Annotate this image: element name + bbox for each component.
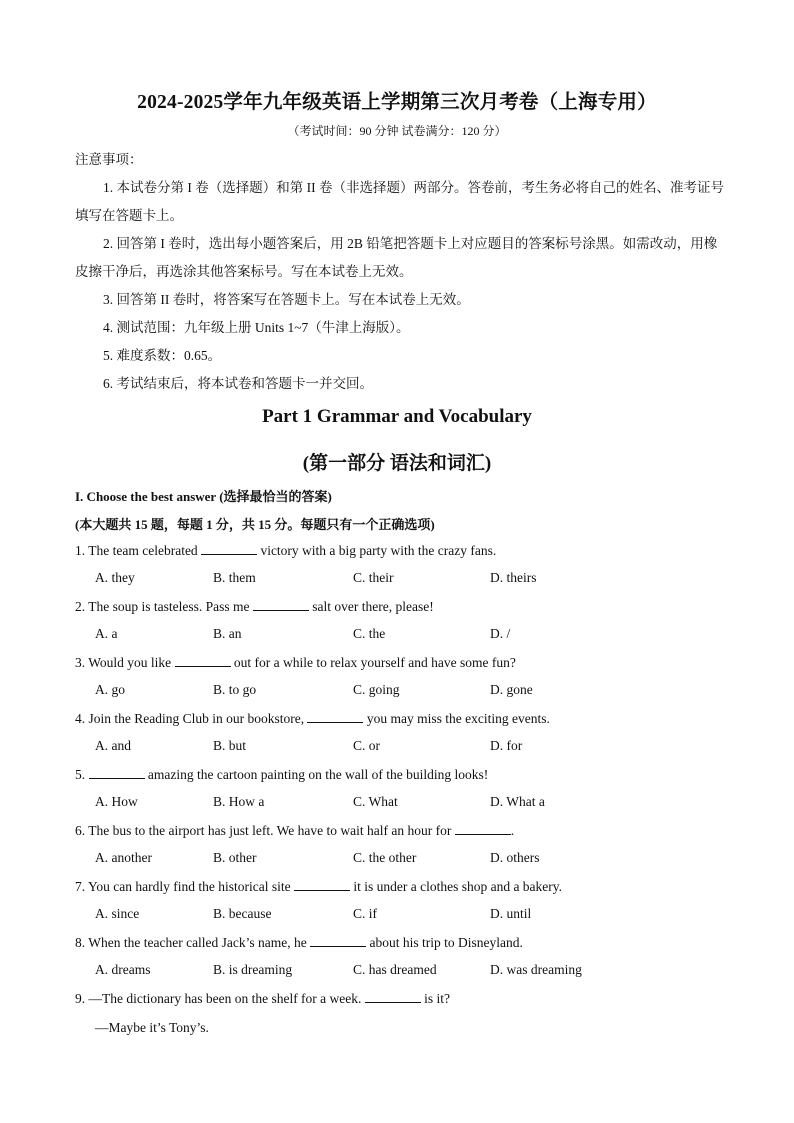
question-text: is it? [420,991,451,1006]
answer-blank [175,654,231,667]
question-stem [75,542,496,559]
answer-option: C. What [353,794,398,809]
part-subtitle: (第一部分 语法和词汇) [302,453,492,474]
answer-option: A. How [95,794,138,809]
question-stem [75,934,523,951]
answer-option: C. if [353,906,378,921]
answer-option: A. since [95,906,140,921]
answer-option: B. other [213,850,257,865]
question-text: 1. The team celebrated [75,543,202,558]
question-text: 3. Would you like [75,655,175,670]
note-item: 2. 回答第 I 卷时，选出每小题答案后，用 2B 铅笔把答题卡上对应题目的答案标号涂黑。如需改动，用橡皮擦干净后，再选涂其他答案标号。写在本试卷上无效。 [75,236,718,279]
note-item: 6. 考试结束后，将本试卷和答题卡一并交回。 [103,376,373,391]
answer-blank [294,878,350,891]
answer-option: C. the [353,626,386,641]
answer-option: C. going [353,682,400,697]
question-text: victory with a big party with the crazy fans. [257,543,497,558]
question-stem [75,654,516,671]
answer-option: A. dreams [95,962,151,977]
answer-option: B. How a [213,794,265,809]
answer-option: C. the other [353,850,417,865]
answer-option: B. an [213,626,242,641]
answer-option: C. has dreamed [353,962,437,977]
answer-option: D. / [490,626,511,641]
question-stem [75,990,450,1007]
answer-blank [365,990,421,1003]
note-item: 3. 回答第 II 卷时，将答案写在答题卡上。写在本试卷上无效。 [103,292,470,307]
question-text: . [510,823,515,838]
question-text: 8. When the teacher called Jack’s name, he [75,935,311,950]
question-text: you may miss the exciting events. [363,711,550,726]
question-stem [75,710,550,727]
answer-blank [89,766,145,779]
question-text: 5. [75,767,89,782]
answer-option: B. because [213,906,272,921]
question-text: 4. Join the Reading Club in our bookstore, [75,711,308,726]
answer-option: D. was dreaming [490,962,582,977]
question-stem [75,766,488,783]
answer-option: B. to go [213,682,257,697]
question-stem [75,878,562,895]
answer-blank [201,542,257,555]
answer-option: B. them [213,570,256,585]
exam-info: （考试时间：90 分钟 试卷满分：120 分） [287,124,507,138]
answer-option: A. they [95,570,135,585]
notes-heading: 注意事项： [75,152,143,167]
answer-option: C. their [353,570,394,585]
answer-option: B. is dreaming [213,962,293,977]
answer-option: D. until [490,906,532,921]
answer-option: D. What a [490,794,545,809]
answer-blank [253,598,309,611]
question-text: out for a while to relax yourself and have some fun? [230,655,516,670]
question-text: 2. The soup is tasteless. Pass me [75,599,253,614]
note-item: 4. 测试范围：九年级上册 Units 1~7（牛津上海版）。 [103,320,410,335]
question-text: it is under a clothes shop and a bakery. [349,879,563,894]
question-text: 7. You can hardly find the historical site [75,879,294,894]
note-item: 1. 本试卷分第 I 卷（选择题）和第 II 卷（非选择题）两部分。答卷前，考生务必将自己的姓名、准考证号填写在答题卡上。 [75,180,724,223]
question-text: amazing the cartoon painting on the wall of the building looks! [144,767,489,782]
q9-reply: —Maybe it’s Tony’s. [95,1020,209,1035]
question-text: about his trip to Disneyland. [366,935,523,950]
question-text: 6. The bus to the airport has just left. We have to wait half an hour for [75,823,455,838]
answer-option: A. and [95,738,131,753]
answer-option: D. gone [490,682,533,697]
answer-blank [307,710,363,723]
answer-option: D. for [490,738,523,753]
question-text: 9. —The dictionary has been on the shelf for a week. [75,991,365,1006]
answer-option: A. go [95,682,125,697]
part-title: Part 1 Grammar and Vocabulary [262,406,532,427]
answer-option: B. but [213,738,247,753]
page-title: 2024-2025学年九年级英语上学期第三次月考卷（上海专用） [137,92,657,113]
answer-blank [455,822,511,835]
answer-option: D. others [490,850,540,865]
answer-blank [310,934,366,947]
question-stem [75,822,514,839]
note-item: 5. 难度系数：0.65。 [103,348,222,363]
answer-option: A. another [95,850,152,865]
question-text: salt over there, please! [308,599,434,614]
answer-option: C. or [353,738,380,753]
section-heading: I. Choose the best answer (选择最恰当的答案) [75,489,332,504]
answer-option: D. theirs [490,570,537,585]
question-stem [75,598,434,615]
answer-option: A. a [95,626,118,641]
section-instruction: (本大题共 15 题，每题 1 分，共 15 分。每题只有一个正确选项) [75,517,435,532]
